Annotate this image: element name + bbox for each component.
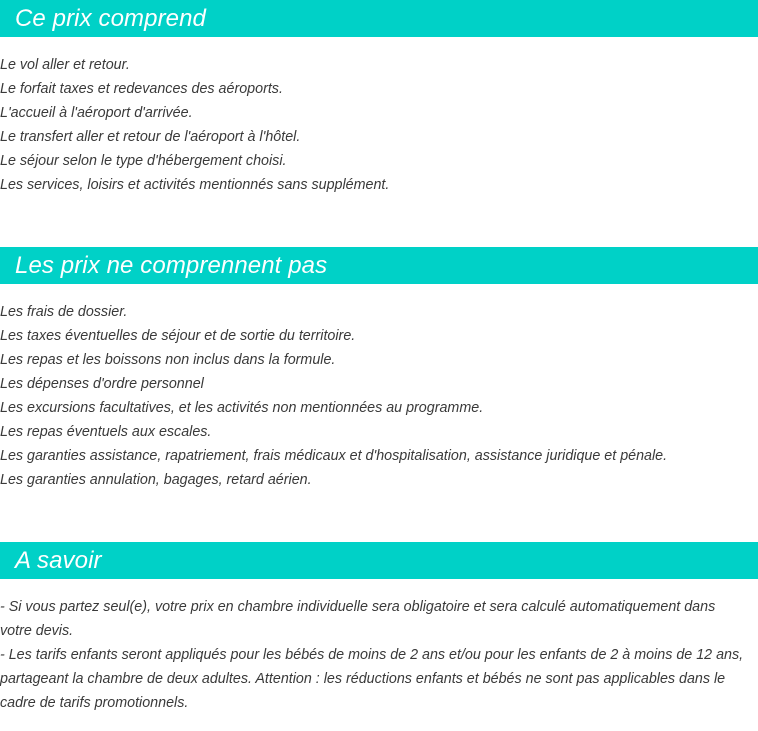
- section-title-included: Ce prix comprend: [15, 5, 207, 32]
- list-item: Le vol aller et retour.: [0, 57, 130, 73]
- list-item: Les excursions facultatives, et les activités non mentionnées au programme.: [0, 400, 484, 416]
- list-item: Les dépenses d'ordre personnel: [0, 376, 204, 392]
- section-header-not-included: [0, 247, 758, 284]
- list-item: Les repas éventuels aux escales.: [0, 424, 212, 440]
- list-item: Le séjour selon le type d'hébergement choisi.: [0, 153, 287, 169]
- list-item: Le transfert aller et retour de l'aéroport à l'hôtel.: [0, 129, 301, 145]
- section-title-good-to-know: A savoir: [15, 547, 102, 574]
- list-item: L'accueil à l'aéroport d'arrivée.: [0, 105, 193, 121]
- list-item: Les garanties annulation, bagages, retard aérien.: [0, 472, 312, 488]
- not-included-list: [0, 300, 758, 492]
- good-to-know-content: [0, 595, 758, 715]
- list-item: Le forfait taxes et redevances des aéroports.: [0, 81, 283, 97]
- list-item: Les garanties assistance, rapatriement, frais médicaux et d'hospitalisation, assistance juridique et pénale.: [0, 448, 668, 464]
- info-paragraph: - Si vous partez seul(e), votre prix en chambre individuelle sera obligatoire et sera calculé automatiquement dans votre devis.: [0, 599, 716, 639]
- list-item: Les services, loisirs et activités mentionnés sans supplément.: [0, 177, 390, 193]
- list-item: Les repas et les boissons non inclus dans la formule.: [0, 352, 336, 368]
- included-list: [0, 53, 758, 197]
- list-item: Les frais de dossier.: [0, 304, 128, 320]
- section-header-included: [0, 0, 758, 37]
- section-header-good-to-know: [0, 542, 758, 579]
- info-paragraph: - Les tarifs enfants seront appliqués pour les bébés de moins de 2 ans et/ou pour les enfants de 2 à moins de 12 ans, partageant la chambre de deux adultes. Attention : les réductions enfants et bébés ne sont pas applicables dans le cadre de tarifs promotionnels.: [0, 647, 744, 711]
- section-title-not-included: Les prix ne comprennent pas: [15, 252, 328, 279]
- list-item: Les taxes éventuelles de séjour et de sortie du territoire.: [0, 328, 356, 344]
